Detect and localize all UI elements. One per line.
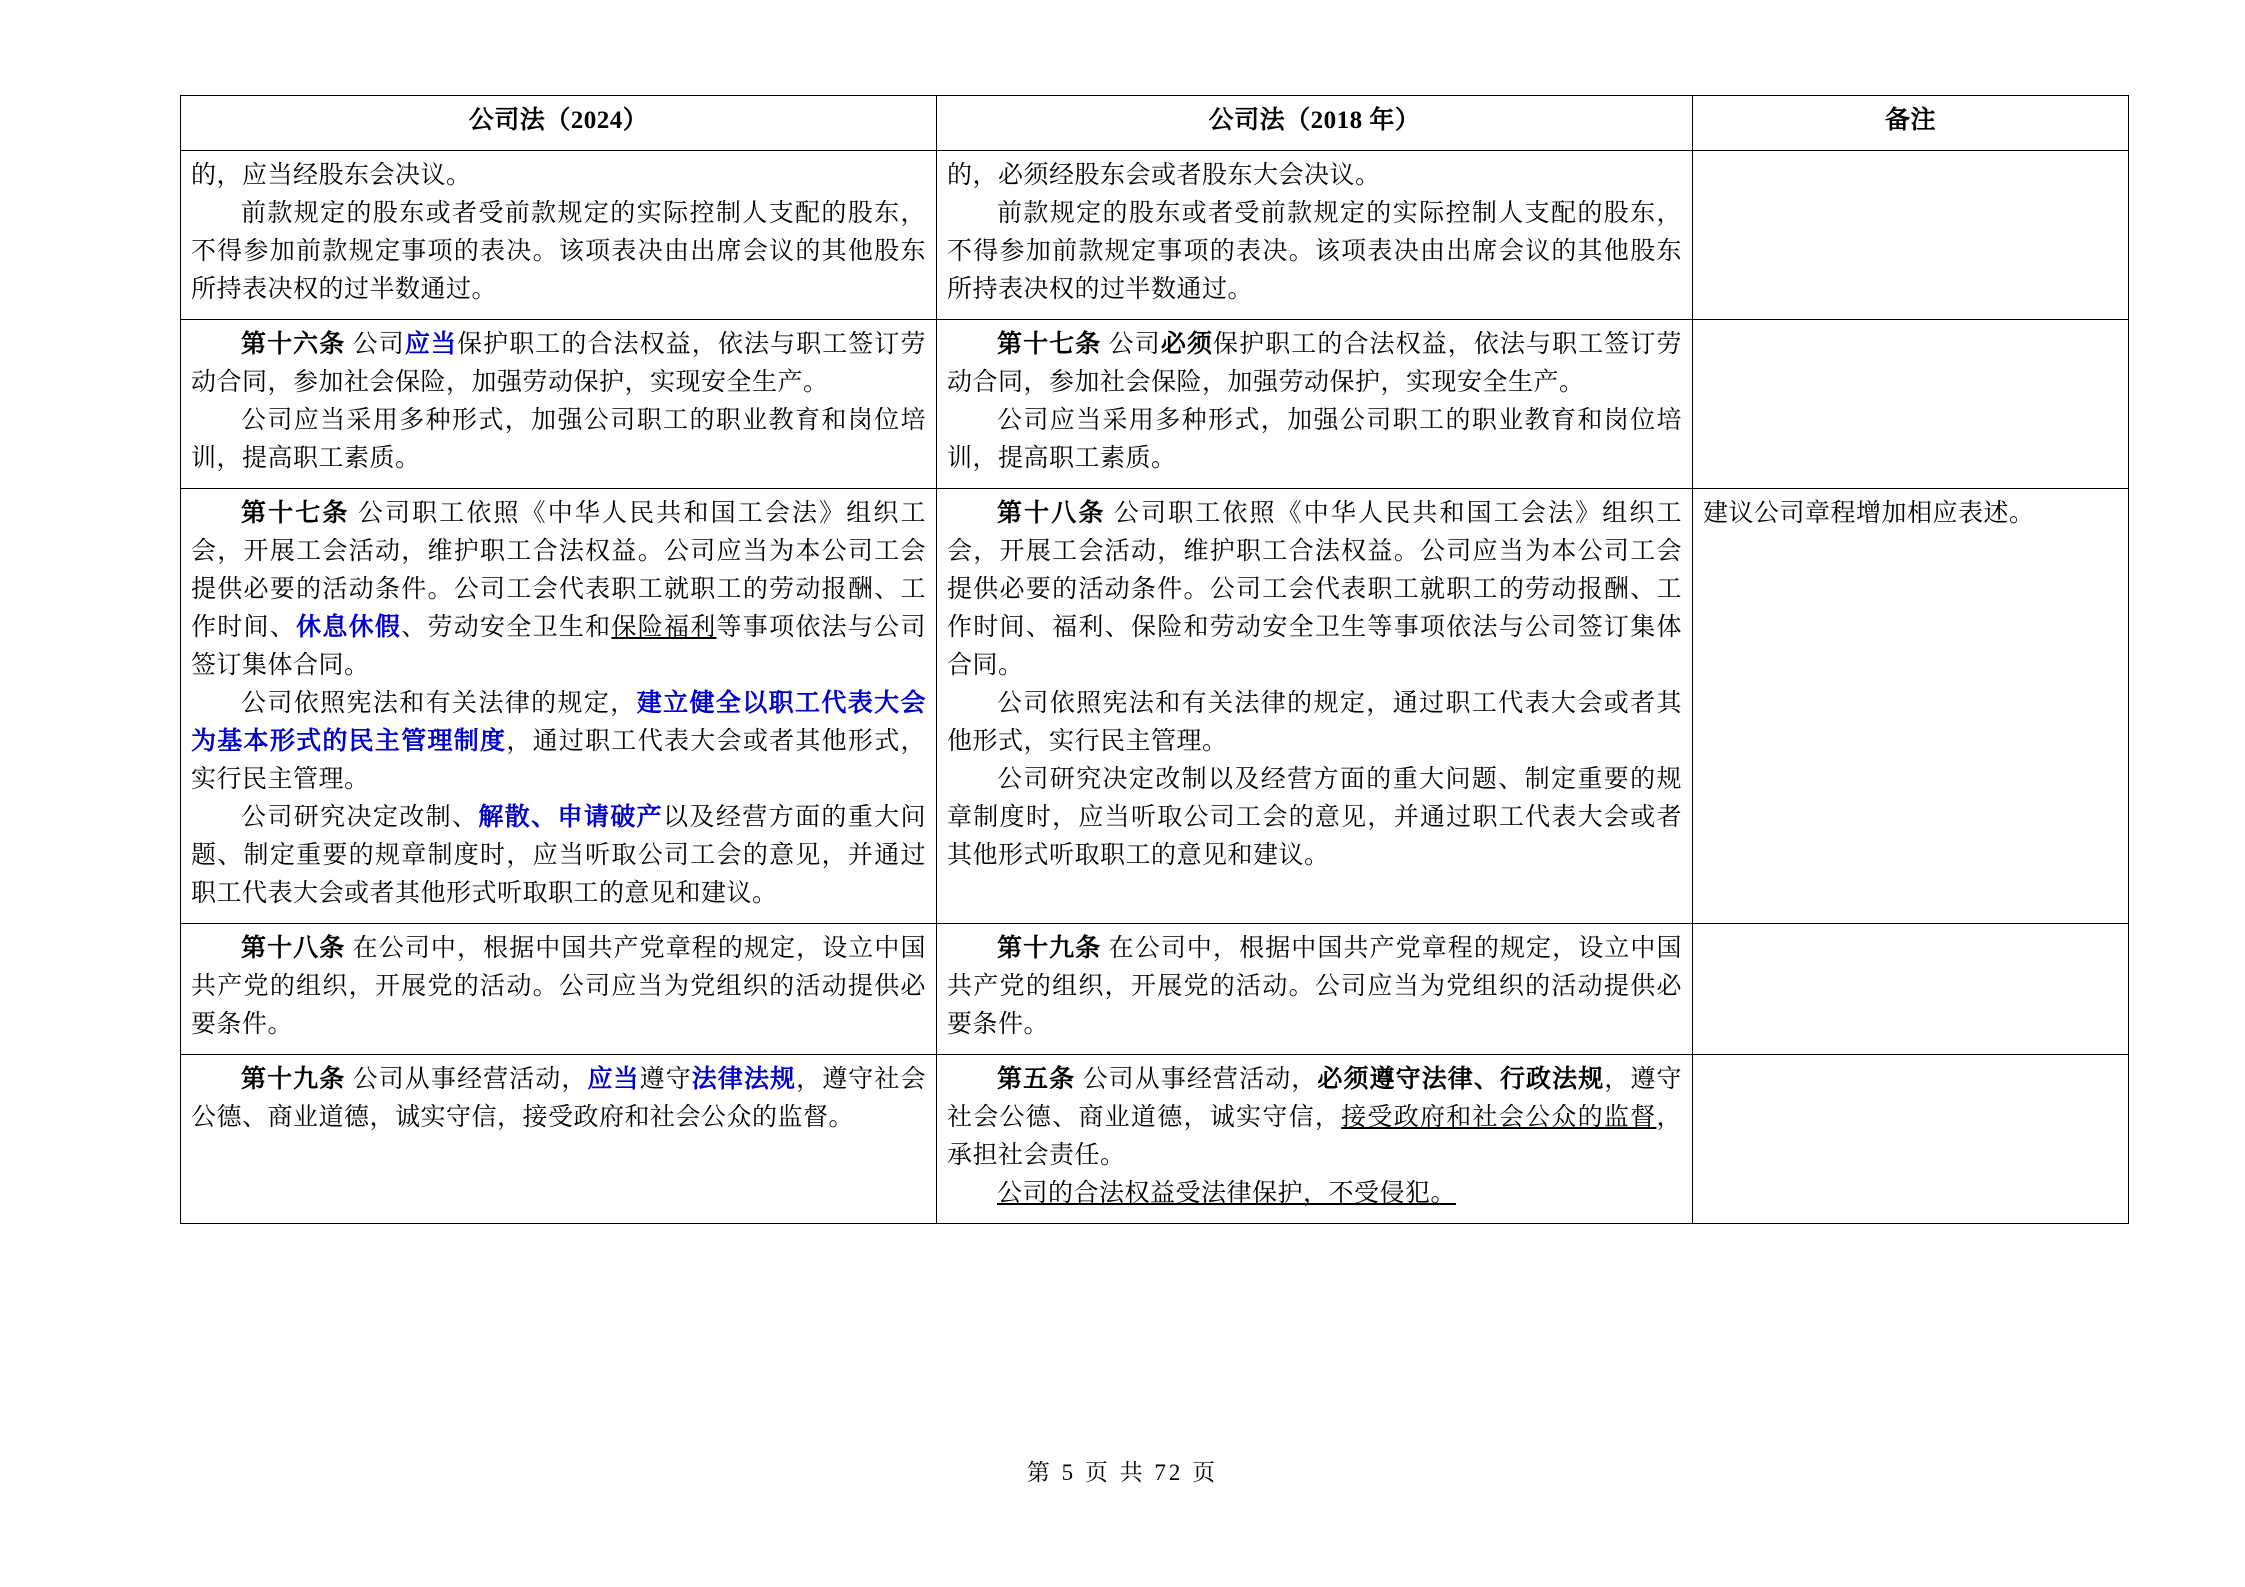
law-2024-paragraph — [191, 326, 926, 402]
text-run: 第十七条 — [241, 500, 350, 527]
text-run: 、劳动安全卫生和 — [401, 614, 612, 641]
text-run: 在公司中，根据中国共产党章程的规定，设立中国共产党的组织，开展党的活动。公司应当为党组织的活动提供必要条件。 — [191, 935, 926, 1038]
text-run: 必须 — [1160, 331, 1214, 358]
text-run: ，遵守社会公德、商业道德，诚实守信，接受政府和社会公众的监督。 — [191, 1066, 926, 1131]
text-run: 解散、申请破产 — [478, 804, 664, 831]
law-2024-paragraph — [191, 402, 926, 478]
text-run: 公司应当采用多种形式，加强公司职工的职业教育和岗位培训，提高职工素质。 — [947, 407, 1682, 472]
law-2024-paragraph — [191, 1061, 926, 1137]
text-run: 第十九条 — [997, 935, 1102, 962]
law-2024-paragraph — [191, 799, 926, 913]
cell-law-2024 — [181, 1055, 937, 1224]
law-2018-paragraph — [947, 930, 1682, 1044]
text-run: 应当 — [587, 1066, 640, 1093]
table-header-row — [181, 96, 2129, 151]
text-run: 必须遵守法律、行政法规 — [1317, 1066, 1605, 1093]
cell-law-2024 — [181, 320, 937, 489]
column-header-remarks: 备注 — [1693, 96, 2129, 151]
text-run: 公司从事经营活动， — [1075, 1066, 1318, 1093]
text-run: 以及经营方面的重大问题、制定重要的规章制度时，应当听取公司工会的意见，并通过职工代表大会或者其他形式听取职工的意见和建议。 — [191, 804, 926, 907]
cell-remarks — [1693, 320, 2129, 489]
text-run: 的，应当经股东会决议。 — [191, 162, 472, 189]
cell-law-2018 — [937, 924, 1693, 1055]
text-run: ，承担社会责任。 — [947, 1104, 1682, 1169]
text-run: 公司研究决定改制、 — [241, 804, 479, 831]
law-2018-paragraph — [947, 495, 1682, 685]
cell-law-2024 — [181, 489, 937, 924]
law-2018-paragraph — [947, 195, 1682, 309]
text-run: 遵守 — [639, 1066, 692, 1093]
law-2018-paragraph — [947, 1175, 1682, 1213]
text-run: 公司职工依照《中华人民共和国工会法》组织工会，开展工会活动，维护职工合法权益。公司应当为本公司工会提供必要的活动条件。公司工会代表职工就职工的劳动报酬、工作时间、福利、保险和劳动安全卫生等事项依法与公司签订集体合同。 — [947, 500, 1682, 679]
text-run: 公司的合法权益受法律保护，不受侵犯。 — [997, 1180, 1457, 1207]
cell-remarks — [1693, 489, 2129, 924]
text-run: 第十八条 — [241, 935, 346, 962]
text-run: 保险福利 — [611, 614, 717, 641]
text-run: 建立健全以职工代表大会为基本形式的民主管理制度 — [191, 690, 926, 755]
text-run: 建议公司章程增加相应表述。 — [1703, 500, 2035, 527]
text-run: ，通过职工代表大会或者其他形式，实行民主管理。 — [191, 728, 926, 793]
table-header — [181, 96, 2129, 151]
text-run: 公司从事经营活动， — [345, 1066, 588, 1093]
law-2024-paragraph — [191, 685, 926, 799]
text-run: 第十八条 — [997, 500, 1106, 527]
law-2018-paragraph — [947, 326, 1682, 402]
law-2018-paragraph — [947, 402, 1682, 478]
cell-law-2018 — [937, 1055, 1693, 1224]
cell-law-2018 — [937, 320, 1693, 489]
law-2018-paragraph — [947, 157, 1682, 195]
law-2018-paragraph — [947, 1061, 1682, 1175]
text-run: 前款规定的股东或者受前款规定的实际控制人支配的股东，不得参加前款规定事项的表决。该项表决由出席会议的其他股东所持表决权的过半数通过。 — [947, 200, 1682, 303]
table-row — [181, 151, 2129, 320]
remarks-paragraph — [1703, 495, 2118, 533]
comparison-table — [180, 95, 2129, 1224]
cell-remarks — [1693, 1055, 2129, 1224]
text-run: 公司职工依照《中华人民共和国工会法》组织工会，开展工会活动，维护职工合法权益。公司应当为本公司工会提供必要的活动条件。公司工会代表职工就职工的劳动报酬、工作时间、 — [191, 500, 926, 641]
law-2024-paragraph — [191, 495, 926, 685]
cell-law-2024 — [181, 151, 937, 320]
text-run: 等事项依法与公司签订集体合同。 — [191, 614, 926, 679]
text-run: 在公司中，根据中国共产党章程的规定，设立中国共产党的组织，开展党的活动。公司应当为党组织的活动提供必要条件。 — [947, 935, 1682, 1038]
text-run: 应当 — [404, 331, 458, 358]
text-run: 公司依照宪法和有关法律的规定，通过职工代表大会或者其他形式，实行民主管理。 — [947, 690, 1682, 755]
text-run: 第十九条 — [241, 1066, 346, 1093]
law-2024-paragraph — [191, 157, 926, 195]
cell-remarks — [1693, 151, 2129, 320]
table-row — [181, 924, 2129, 1055]
cell-remarks — [1693, 924, 2129, 1055]
text-run: 休息休假 — [296, 614, 402, 641]
text-run: 前款规定的股东或者受前款规定的实际控制人支配的股东，不得参加前款规定事项的表决。该项表决由出席会议的其他股东所持表决权的过半数通过。 — [191, 200, 926, 303]
text-run: 公司应当采用多种形式，加强公司职工的职业教育和岗位培训，提高职工素质。 — [191, 407, 926, 472]
text-run: 第五条 — [997, 1066, 1076, 1093]
table-row — [181, 489, 2129, 924]
law-2018-paragraph — [947, 685, 1682, 761]
text-run: 法律法规 — [691, 1066, 797, 1093]
law-2018-paragraph — [947, 761, 1682, 875]
cell-law-2024 — [181, 924, 937, 1055]
text-run: 第十七条 — [997, 331, 1102, 358]
text-run: 公司 — [1101, 331, 1161, 358]
text-run: 的，必须经股东会或者股东大会决议。 — [947, 162, 1381, 189]
text-run: 保护职工的合法权益，依法与职工签订劳动合同，参加社会保险，加强劳动保护，实现安全生产。 — [191, 331, 926, 396]
cell-law-2018 — [937, 489, 1693, 924]
column-header-law-2024: 公司法（2024） — [181, 96, 937, 151]
text-run: ，遵守社会公德、商业道德，诚实守信， — [947, 1066, 1682, 1131]
table-row — [181, 320, 2129, 489]
cell-law-2018 — [937, 151, 1693, 320]
table-row — [181, 1055, 2129, 1224]
text-run: 接受政府和社会公众的监督 — [1341, 1104, 1657, 1131]
text-run: 第十六条 — [241, 331, 346, 358]
text-run: 公司 — [345, 331, 405, 358]
text-run: 公司研究决定改制以及经营方面的重大问题、制定重要的规章制度时，应当听取公司工会的意见，并通过职工代表大会或者其他形式听取职工的意见和建议。 — [947, 766, 1682, 869]
law-2024-paragraph — [191, 195, 926, 309]
table-body — [181, 151, 2129, 1224]
law-2024-paragraph — [191, 930, 926, 1044]
text-run: 保护职工的合法权益，依法与职工签订劳动合同，参加社会保险，加强劳动保护，实现安全生产。 — [947, 331, 1682, 396]
page-footer: 第 5 页 共 72 页 — [1026, 1460, 1219, 1485]
text-run: 公司依照宪法和有关法律的规定， — [241, 690, 637, 717]
column-header-law-2018: 公司法（2018 年） — [937, 96, 1693, 151]
